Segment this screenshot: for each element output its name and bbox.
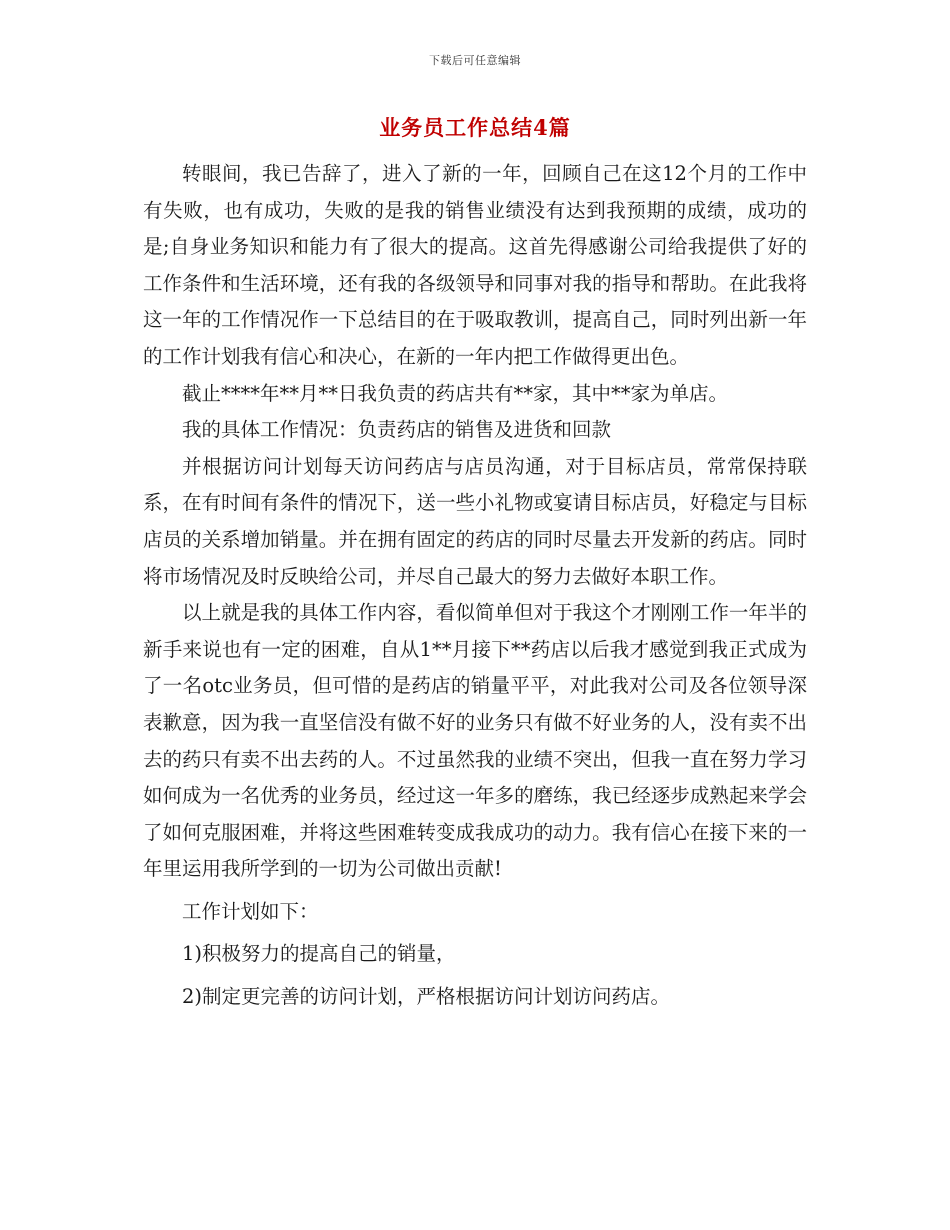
paragraph-store-count: 截止****年**月**日我负责的药店共有**家，其中**家为单店。 <box>182 381 729 405</box>
paragraph-plan-item-2: 2)制定更完善的访问计划，严格根据访问计划访问药店。 <box>182 985 671 1009</box>
paragraph-work-situation: 我的具体工作情况：负责药店的销售及进货和回款 <box>182 418 612 442</box>
paragraph-plan-item-1: 1)积极努力的提高自己的销量， <box>182 942 456 966</box>
paragraph-plan-heading: 工作计划如下： <box>182 899 319 923</box>
paragraph-visit-plan: 并根据访问计划每天访问药店与店员沟通，对于目标店员，常常保持联系，在有时间有条件的情况下，送一些小礼物或宴请目标店员，好稳定与目标店员的关系增加销量。并在拥有固定的药店的同时尽量去开发新的药店。同时将市场情况及时反映给公司，并尽自己最大的努力去做好本职工作。 <box>143 454 807 588</box>
document-title: 业务员工作总结4篇 <box>379 115 571 140</box>
paragraph-work-content: 以上就是我的具体工作内容，看似简单但对于我这个才刚刚工作一年半的新手来说也有一定的困难，自从1**月接下**药店以后我才感觉到我正式成为了一名otc业务员，但可惜的是药店的销量平平，对此我对公司及各位领导深表歉意，因为我一直坚信没有做不好的业务只有做不好业务的人，没有卖不出去的药只有卖不出去药的人。不过虽然我的业绩不突出，但我一直在努力学习如何成为一名优秀的业务员，经过这一年多的磨练，我已经逐步成熟起来学会了如何克服困难，并将这些困难转变成我成功的动力。我有信心在接下来的一年里运用我所学到的一切为公司做出贡献! <box>143 601 807 881</box>
paragraph-intro: 转眼间，我已告辞了，进入了新的一年，回顾自己在这12个月的工作中有失败，也有成功，失败的是我的销售业绩没有达到我预期的成绩，成功的是;自身业务知识和能力有了很大的提高。这首先得感谢公司给我提供了好的工作条件和生活环境，还有我的各级领导和同事对我的指导和帮助。在此我将这一年的工作情况作一下总结目的在于吸取教训，提高自己，同时列出新一年的工作计划我有信心和决心，在新的一年内把工作做得更出色。 <box>143 162 807 368</box>
document-body <box>143 156 807 1016</box>
page-header-note: 下载后可任意编辑 <box>429 54 521 67</box>
